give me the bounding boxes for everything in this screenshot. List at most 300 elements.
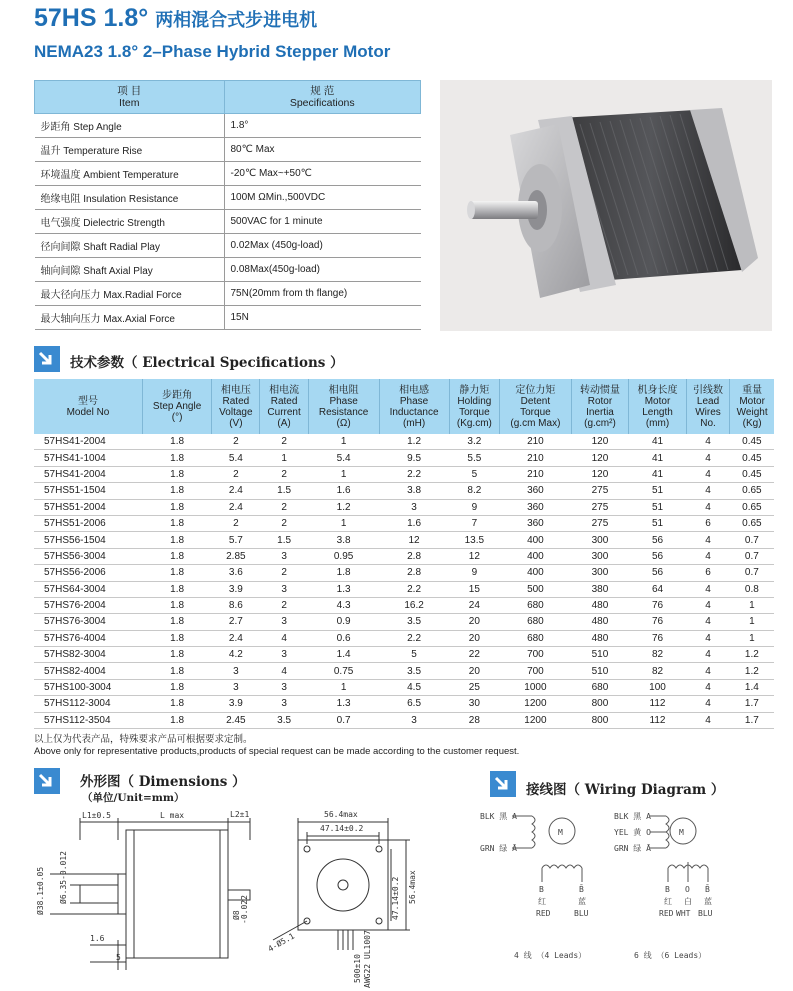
- dim-d8b: -0.022: [240, 895, 249, 924]
- spec-item-cn: 最大径向压力: [40, 290, 101, 301]
- w6-e1: RED: [659, 909, 674, 918]
- elec-col-cn: 型号: [77, 395, 98, 407]
- elec-cell: 56: [629, 565, 687, 581]
- dim-shaft: Ø6.35-0.012: [59, 851, 68, 904]
- elec-row: [34, 647, 774, 663]
- elec-cell: 1200: [500, 696, 572, 712]
- elec-cell: 20: [449, 630, 500, 646]
- elec-cell: 3: [212, 663, 260, 679]
- elec-cell: 1.8: [142, 712, 211, 728]
- w6-c3: 蓝: [704, 897, 712, 906]
- elec-cell: 360: [500, 515, 572, 531]
- spec-value: 75N(20mm from th flange): [224, 282, 421, 306]
- spec-item-en: Insulation Resistance: [83, 194, 179, 205]
- elec-cell: 2: [212, 515, 260, 531]
- elec-model: 57HS76-4004: [34, 630, 142, 646]
- spec-item: [35, 186, 225, 210]
- elec-cell: 360: [500, 483, 572, 499]
- elec-cell: 1: [260, 450, 308, 466]
- spec-row: [35, 282, 421, 306]
- elec-col-en2: Current: [267, 406, 301, 418]
- elec-cell: 2: [260, 466, 308, 482]
- elec-cell: 13.5: [449, 532, 500, 548]
- elec-cell: 56: [629, 532, 687, 548]
- elec-cell: 0.7: [730, 548, 774, 564]
- elec-cell: 1.3: [308, 696, 379, 712]
- elec-cell: 0.75: [308, 663, 379, 679]
- elec-cell: 400: [500, 548, 572, 564]
- elec-cell: 4: [686, 663, 730, 679]
- elec-cell: 3: [260, 548, 308, 564]
- spec-row: [35, 162, 421, 186]
- elec-col-unit: (Kg.cm): [456, 417, 492, 429]
- elec-model: 57HS41-2004: [34, 466, 142, 482]
- elec-model: 57HS76-2004: [34, 597, 142, 613]
- elec-cell: 275: [571, 483, 629, 499]
- spec-item-cn: 最大轴向压力: [40, 314, 101, 325]
- elec-cell: 6: [686, 565, 730, 581]
- dim-boss: Ø38.1±0.05: [36, 866, 45, 915]
- elec-col-en1: Detent: [520, 395, 551, 407]
- elec-col-unit: No.: [700, 417, 716, 429]
- elec-cell: 1.8: [142, 581, 211, 597]
- spec-row: [35, 138, 421, 162]
- spec-row: [35, 186, 421, 210]
- elec-cell: 9.5: [379, 450, 449, 466]
- elec-col-header: [308, 379, 379, 434]
- elec-col-en2: Inductance: [389, 406, 439, 418]
- spec-header-item-cn: 项 目: [117, 85, 142, 97]
- elec-col-header: [730, 379, 774, 434]
- elec-col-en1: Lead: [696, 395, 720, 407]
- elec-cell: 3: [260, 679, 308, 695]
- elec-cell: 400: [500, 532, 572, 548]
- elec-cell: 112: [629, 696, 687, 712]
- spec-header-spec: [224, 81, 421, 114]
- w4-blk: BLK 黑 A: [480, 812, 517, 821]
- elec-cell: 1.8: [142, 532, 211, 548]
- elec-cell: 3: [260, 581, 308, 597]
- electrical-section-title: 技术参数（ Electrical Specifications ）: [70, 355, 344, 371]
- w4-e1: RED: [536, 909, 551, 918]
- elec-col-header: [686, 379, 730, 434]
- elec-cell: 0.45: [730, 434, 774, 450]
- elec-row: [34, 597, 774, 613]
- elec-cell: 100: [629, 679, 687, 695]
- elec-cell: 2.4: [212, 630, 260, 646]
- w4-c2: 蓝: [578, 897, 586, 906]
- spec-item-cn: 环境温度: [40, 170, 81, 181]
- spec-item-cn: 温升: [40, 146, 61, 157]
- elec-cell: 41: [629, 450, 687, 466]
- elec-cell: 0.7: [730, 565, 774, 581]
- spec-value: 80℃ Max: [224, 138, 421, 162]
- elec-col-header: [212, 379, 260, 434]
- elec-cell: 82: [629, 663, 687, 679]
- elec-cell: 4.5: [379, 679, 449, 695]
- elec-cell: 82: [629, 647, 687, 663]
- spec-item: [35, 138, 225, 162]
- elec-cell: 5.4: [212, 450, 260, 466]
- elec-cell: 1.8: [142, 663, 211, 679]
- spec-item-en: Step Angle: [73, 122, 122, 133]
- spec-row: [35, 234, 421, 258]
- elec-col-en2: Resistance: [318, 406, 369, 418]
- spec-item-cn: 径向间隙: [40, 242, 81, 253]
- elec-cell: 2.8: [379, 565, 449, 581]
- spec-value: 15N: [224, 306, 421, 330]
- elec-cell: 1.3: [308, 581, 379, 597]
- w6-e3: BLU: [698, 909, 713, 918]
- elec-row: [34, 548, 774, 564]
- spec-item-en: Max.Axial Force: [103, 314, 175, 325]
- dimension-drawing: [30, 800, 420, 990]
- w6-grn: GRN 绿 Ā: [614, 844, 651, 853]
- elec-cell: 3: [260, 647, 308, 663]
- elec-col-en2: Inertia: [586, 406, 614, 418]
- elec-col-en2: Wires: [695, 406, 721, 418]
- elec-row: [34, 663, 774, 679]
- elec-model: 57HS82-4004: [34, 663, 142, 679]
- elec-cell: 20: [449, 663, 500, 679]
- elec-cell: 2.4: [212, 483, 260, 499]
- spec-item-en: Shaft Radial Play: [83, 242, 160, 253]
- elec-col-en1: Motor: [644, 395, 671, 407]
- elec-cell: 210: [500, 450, 572, 466]
- w4-e2: BLU: [574, 909, 589, 918]
- elec-cell: 4: [686, 614, 730, 630]
- elec-cell: 8.2: [449, 483, 500, 499]
- spec-table: [34, 80, 421, 330]
- w6-b3: B̄: [705, 885, 710, 894]
- elec-cell: 1.2: [379, 434, 449, 450]
- spec-item-en: Temperature Rise: [63, 146, 143, 157]
- elec-cell: 680: [500, 630, 572, 646]
- elec-cell: 1.8: [142, 548, 211, 564]
- elec-col-en1: Phase: [399, 395, 429, 407]
- spec-value: 1.8°: [224, 114, 421, 138]
- elec-col-en2: Weight: [736, 406, 768, 418]
- elec-cell: 1: [308, 466, 379, 482]
- elec-cell: 3.9: [212, 696, 260, 712]
- wiring-diagram: [470, 800, 770, 970]
- section-arrow-icon: [34, 346, 60, 372]
- elec-col-en1: Phase: [329, 395, 358, 407]
- elec-cell: 210: [500, 434, 572, 450]
- spec-item: [35, 282, 225, 306]
- elec-cell: 2: [260, 565, 308, 581]
- elec-cell: 0.8: [730, 581, 774, 597]
- note-cn: 以上仅为代表产品，特殊要求产品可根据要求定制。: [34, 734, 253, 745]
- elec-cell: 41: [629, 434, 687, 450]
- elec-cell: 2: [260, 434, 308, 450]
- electrical-spec-table: [34, 379, 774, 729]
- elec-model: 57HS64-3004: [34, 581, 142, 597]
- elec-cell: 2: [212, 434, 260, 450]
- w6-c1: 红: [664, 897, 672, 906]
- elec-cell: 41: [629, 466, 687, 482]
- elec-cell: 120: [571, 450, 629, 466]
- elec-cell: 1: [308, 515, 379, 531]
- elec-cell: 4: [686, 499, 730, 515]
- w4-caption: 4 线 （4 Leads）: [514, 951, 587, 960]
- page-title: [34, 4, 317, 33]
- elec-col-en1: Rated: [270, 395, 298, 407]
- elec-col-unit: (Ω): [336, 417, 351, 429]
- elec-cell: 120: [571, 466, 629, 482]
- spec-item-en: Max.Radial Force: [103, 290, 182, 301]
- elec-cell: 1.7: [730, 696, 774, 712]
- elec-cell: 30: [449, 696, 500, 712]
- elec-model: 57HS76-3004: [34, 614, 142, 630]
- spec-item-en: Dielectric Strength: [83, 218, 165, 229]
- elec-col-header: [571, 379, 629, 434]
- w6-b2: O: [685, 885, 690, 894]
- elec-cell: 1: [730, 614, 774, 630]
- elec-row: [34, 614, 774, 630]
- elec-row: [34, 630, 774, 646]
- spec-header-spec-en: Specifications: [289, 97, 355, 109]
- elec-cell: 1.6: [379, 515, 449, 531]
- dim-hole: 4-Ø5.1: [266, 931, 297, 954]
- elec-col-unit: (g.cm Max): [510, 417, 561, 429]
- elec-cell: 1: [308, 434, 379, 450]
- w6-c2: 白: [684, 897, 692, 906]
- spec-row: [35, 306, 421, 330]
- elec-cell: 700: [500, 647, 572, 663]
- w4-motor: M: [558, 828, 563, 837]
- elec-col-header: [34, 379, 142, 434]
- elec-cell: 800: [571, 712, 629, 728]
- w4-b2: B̄: [579, 885, 584, 894]
- elec-col-cn: 重量: [742, 384, 763, 396]
- elec-cell: 1.8: [142, 483, 211, 499]
- elec-cell: 7: [449, 515, 500, 531]
- elec-col-en1: Step Angle: [152, 401, 202, 412]
- spec-value: 100M ΩMin.,500VDC: [224, 186, 421, 210]
- elec-cell: 680: [500, 597, 572, 613]
- elec-cell: 64: [629, 581, 687, 597]
- spec-item: [35, 162, 225, 186]
- elec-col-unit: (A): [277, 417, 291, 429]
- elec-cell: 4: [686, 548, 730, 564]
- elec-cell: 4: [686, 630, 730, 646]
- elec-cell: 4: [260, 663, 308, 679]
- w6-yel: YEL 黄 O: [614, 828, 651, 837]
- elec-cell: 2.85: [212, 548, 260, 564]
- elec-cell: 0.6: [308, 630, 379, 646]
- elec-col-en2: Length: [642, 406, 673, 418]
- elec-col-header: [379, 379, 449, 434]
- elec-cell: 9: [449, 499, 500, 515]
- elec-cell: 2: [260, 515, 308, 531]
- dim-l2: L2±1: [230, 810, 250, 819]
- spec-row: [35, 210, 421, 234]
- elec-cell: 76: [629, 614, 687, 630]
- elec-cell: 480: [571, 597, 629, 613]
- elec-col-en1: Model No: [66, 406, 110, 418]
- w4-b1: B: [539, 885, 544, 894]
- elec-cell: 480: [571, 614, 629, 630]
- elec-cell: 120: [571, 434, 629, 450]
- elec-cell: 360: [500, 499, 572, 515]
- elec-cell: 4: [686, 647, 730, 663]
- elec-cell: 3.5: [379, 614, 449, 630]
- elec-row: [34, 696, 774, 712]
- elec-cell: 1.8: [142, 696, 211, 712]
- elec-col-unit: (mm): [645, 417, 670, 429]
- elec-cell: 2.2: [379, 630, 449, 646]
- dim-w56: 56.4max: [324, 810, 358, 819]
- elec-cell: 4: [686, 679, 730, 695]
- elec-cell: 1.6: [308, 483, 379, 499]
- elec-cell: 1.8: [142, 565, 211, 581]
- elec-col-cn: 定位力矩: [515, 384, 556, 396]
- elec-cell: 1.7: [730, 712, 774, 728]
- elec-cell: 3: [260, 696, 308, 712]
- elec-cell: 2.2: [379, 466, 449, 482]
- elec-cell: 2: [212, 466, 260, 482]
- elec-col-cn: 步距角: [162, 390, 193, 401]
- elec-cell: 1.8: [142, 450, 211, 466]
- elec-cell: 1.8: [142, 499, 211, 515]
- elec-cell: 24: [449, 597, 500, 613]
- w6-e2: WHT: [676, 909, 691, 918]
- elec-col-en2: Torque: [520, 406, 551, 418]
- elec-cell: 210: [500, 466, 572, 482]
- dim-d8: Ø8: [232, 910, 241, 920]
- elec-cell: 3: [260, 614, 308, 630]
- elec-cell: 4: [686, 483, 730, 499]
- elec-cell: 480: [571, 630, 629, 646]
- elec-model: 57HS56-1504: [34, 532, 142, 548]
- spec-value: 0.08Max(450g-load): [224, 258, 421, 282]
- elec-col-en2: Torque: [459, 406, 490, 418]
- elec-cell: 1.8: [308, 565, 379, 581]
- elec-cell: 51: [629, 515, 687, 531]
- elec-cell: 76: [629, 630, 687, 646]
- elec-col-en1: Holding: [457, 395, 492, 407]
- elec-cell: 300: [571, 532, 629, 548]
- spec-item: [35, 210, 225, 234]
- elec-cell: 0.7: [308, 712, 379, 728]
- w4-grn: GRN 绿 Ā: [480, 844, 517, 853]
- elec-col-header: [500, 379, 572, 434]
- elec-cell: 2.2: [379, 581, 449, 597]
- elec-row: [34, 499, 774, 515]
- elec-cell: 15: [449, 581, 500, 597]
- elec-cell: 4: [686, 434, 730, 450]
- dim-h56: 56.4max: [408, 870, 417, 904]
- elec-cell: 4.3: [308, 597, 379, 613]
- elec-row: [34, 466, 774, 482]
- dim-16: 1.6: [90, 934, 105, 943]
- elec-cell: 1.8: [142, 515, 211, 531]
- dim-l: L max: [160, 811, 185, 820]
- elec-cell: 1.2: [730, 663, 774, 679]
- elec-cell: 3.8: [379, 483, 449, 499]
- elec-model: 57HS56-2006: [34, 565, 142, 581]
- elec-cell: 2.8: [379, 548, 449, 564]
- elec-col-cn: 相电压: [220, 384, 251, 396]
- elec-row: [34, 679, 774, 695]
- spec-item: [35, 306, 225, 330]
- dim-h47: 47.14±0.2: [391, 876, 400, 920]
- elec-model: 57HS56-3004: [34, 548, 142, 564]
- elec-cell: 0.65: [730, 515, 774, 531]
- elec-cell: 0.95: [308, 548, 379, 564]
- elec-cell: 20: [449, 614, 500, 630]
- elec-col-cn: 机身长度: [637, 384, 678, 396]
- elec-model: 57HS51-1504: [34, 483, 142, 499]
- elec-col-unit: (Kg): [742, 417, 762, 429]
- elec-row: [34, 483, 774, 499]
- elec-row: [34, 581, 774, 597]
- elec-cell: 1.8: [142, 614, 211, 630]
- elec-cell: 5.4: [308, 450, 379, 466]
- elec-cell: 1.8: [142, 466, 211, 482]
- elec-cell: 510: [571, 647, 629, 663]
- elec-cell: 3: [379, 499, 449, 515]
- stepper-motor-illustration: [440, 80, 772, 331]
- elec-model: 57HS51-2004: [34, 499, 142, 515]
- elec-cell: 3.6: [212, 565, 260, 581]
- spec-item: [35, 258, 225, 282]
- elec-col-unit: (mH): [402, 417, 426, 429]
- elec-cell: 6: [686, 515, 730, 531]
- elec-cell: 28: [449, 712, 500, 728]
- dim-wire: AWG22 UL1007: [363, 930, 372, 988]
- motor-photo: [440, 80, 772, 331]
- elec-cell: 0.7: [730, 532, 774, 548]
- elec-col-en1: Rotor: [587, 395, 613, 407]
- elec-cell: 3: [379, 712, 449, 728]
- elec-cell: 3.8: [308, 532, 379, 548]
- elec-row: [34, 565, 774, 581]
- elec-cell: 4: [686, 466, 730, 482]
- elec-cell: 2: [260, 597, 308, 613]
- elec-cell: 51: [629, 499, 687, 515]
- elec-col-header: [142, 379, 211, 434]
- elec-cell: 4: [260, 630, 308, 646]
- elec-cell: 56: [629, 548, 687, 564]
- elec-cell: 3.9: [212, 581, 260, 597]
- elec-cell: 1.8: [142, 434, 211, 450]
- elec-col-header: [449, 379, 500, 434]
- elec-cell: 3.5: [260, 712, 308, 728]
- w6-blk: BLK 黑 A: [614, 812, 651, 821]
- elec-col-en2: Voltage: [219, 406, 253, 418]
- elec-col-cn: 静力矩: [459, 384, 490, 396]
- elec-cell: 1.5: [260, 483, 308, 499]
- spec-row: [35, 258, 421, 282]
- elec-cell: 12: [449, 548, 500, 564]
- elec-col-cn: 相电感: [399, 384, 430, 396]
- spec-item-en: Ambient Temperature: [83, 170, 179, 181]
- elec-cell: 4: [686, 696, 730, 712]
- elec-cell: 9: [449, 565, 500, 581]
- elec-col-cn: 相电阻: [328, 384, 359, 396]
- elec-col-header: [260, 379, 308, 434]
- elec-cell: 275: [571, 499, 629, 515]
- page-subtitle: NEMA23 1.8° 2–Phase Hybrid Stepper Motor: [34, 42, 391, 61]
- wiring-title: 接线图（ Wiring Diagram ）: [526, 782, 725, 798]
- dimensions-arrow-icon: [34, 768, 60, 794]
- dimensions-unit: （单位/Unit=mm）: [82, 792, 185, 804]
- wiring-arrow-icon: [490, 771, 516, 797]
- elec-cell: 1.8: [142, 647, 211, 663]
- dimensions-title: 外形图（ Dimensions ）: [80, 774, 246, 790]
